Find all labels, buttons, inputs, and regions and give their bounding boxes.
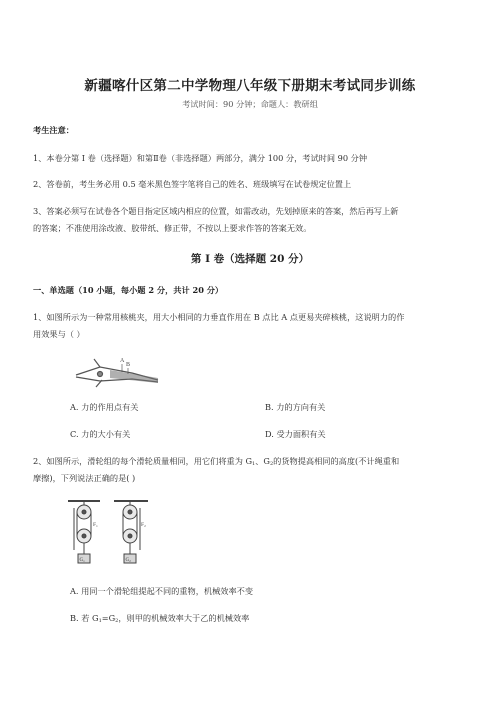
q2-option-b[interactable] [70,610,249,630]
label-g1: G₁ [79,558,85,563]
q1-option-a[interactable]: A. 力的作用点有关 [70,402,139,412]
section-title: 第 I 卷（选择题 20 分） [190,253,310,265]
q1-option-d[interactable]: D. 受力面积有关 [265,429,326,439]
q1-option-b[interactable]: B. 力的方向有关 [265,402,326,412]
q2-sub-2: 2 [269,461,274,467]
q2-option-b-post: ，则甲的机械效率大于乙的机械效率 [118,613,250,623]
q1-stem-line-2: 用效果与（ ） [33,329,85,339]
q2-option-b-sub-1: 1 [98,618,102,624]
q2-option-b-pre: B. 若 G [70,613,99,623]
exam-title: 新疆喀什区第二中学物理八年级下册期末考试同步训练 [84,78,416,94]
notice-item-2: 2、答卷前，考生务必用 0.5 毫米黑色签字笔将自己的姓名、班级填写在试卷规定位置上 [33,179,352,189]
notice-item-3-line-2: 的答案；不准使用涂改液、胶带纸、修正带，不按以上要求作答的答案无效。 [33,223,312,233]
notice-heading: 考生注意： [33,125,74,135]
notice-item-1: 1、本卷分第 I 卷（选择题）和第Ⅱ卷（非选择题）两部分，满分 100 分，考试时间 90 分钟 [33,153,368,163]
part-heading: 一、单选题（10 小题，每小题 2 分，共计 20 分） [33,285,224,295]
label-f1: F₁ [93,522,98,528]
pulley-figure [66,498,156,570]
q1-stem-line-1: 1、如图所示为一种常用核桃夹，用大小相同的力垂直作用在 B 点比 A 点更易夹碎核桃，这说明力的作 [33,312,405,322]
label-a: A [120,358,125,364]
label-b: B [126,362,131,368]
q2-stem-pre: 2、如图所示，滑轮组的每个滑轮质量相同，用它们将重为 G [33,456,253,466]
q1-option-c[interactable]: C. 力的大小有关 [70,429,131,439]
q2-option-b-mid: =G [101,613,116,623]
exam-subtitle: 考试时间：90 分钟；命题人：教研组 [182,99,318,109]
q2-stem-mid: 、G [255,456,270,466]
q2-option-a[interactable]: A. 用同一个滑轮组提起不同的重物，机械效率不变 [70,586,254,596]
label-g2: G₂ [125,558,131,563]
q2-stem-line-2: 摩擦)，下列说法正确的是( ) [33,473,136,483]
nutcracker-figure [70,353,162,389]
q2-option-b-sub-2: 2 [115,618,119,624]
notice-item-3-line-1: 3、答案必须写在试卷各个题目指定区域内相应的位置，如需改动，先划掉原来的答案，然后再写上新 [33,206,399,216]
q2-sub-1: 1 [252,461,256,467]
label-f2: F₂ [141,522,146,528]
q2-stem-post: 的货物提高相同的高度(不计绳重和 [273,456,400,466]
